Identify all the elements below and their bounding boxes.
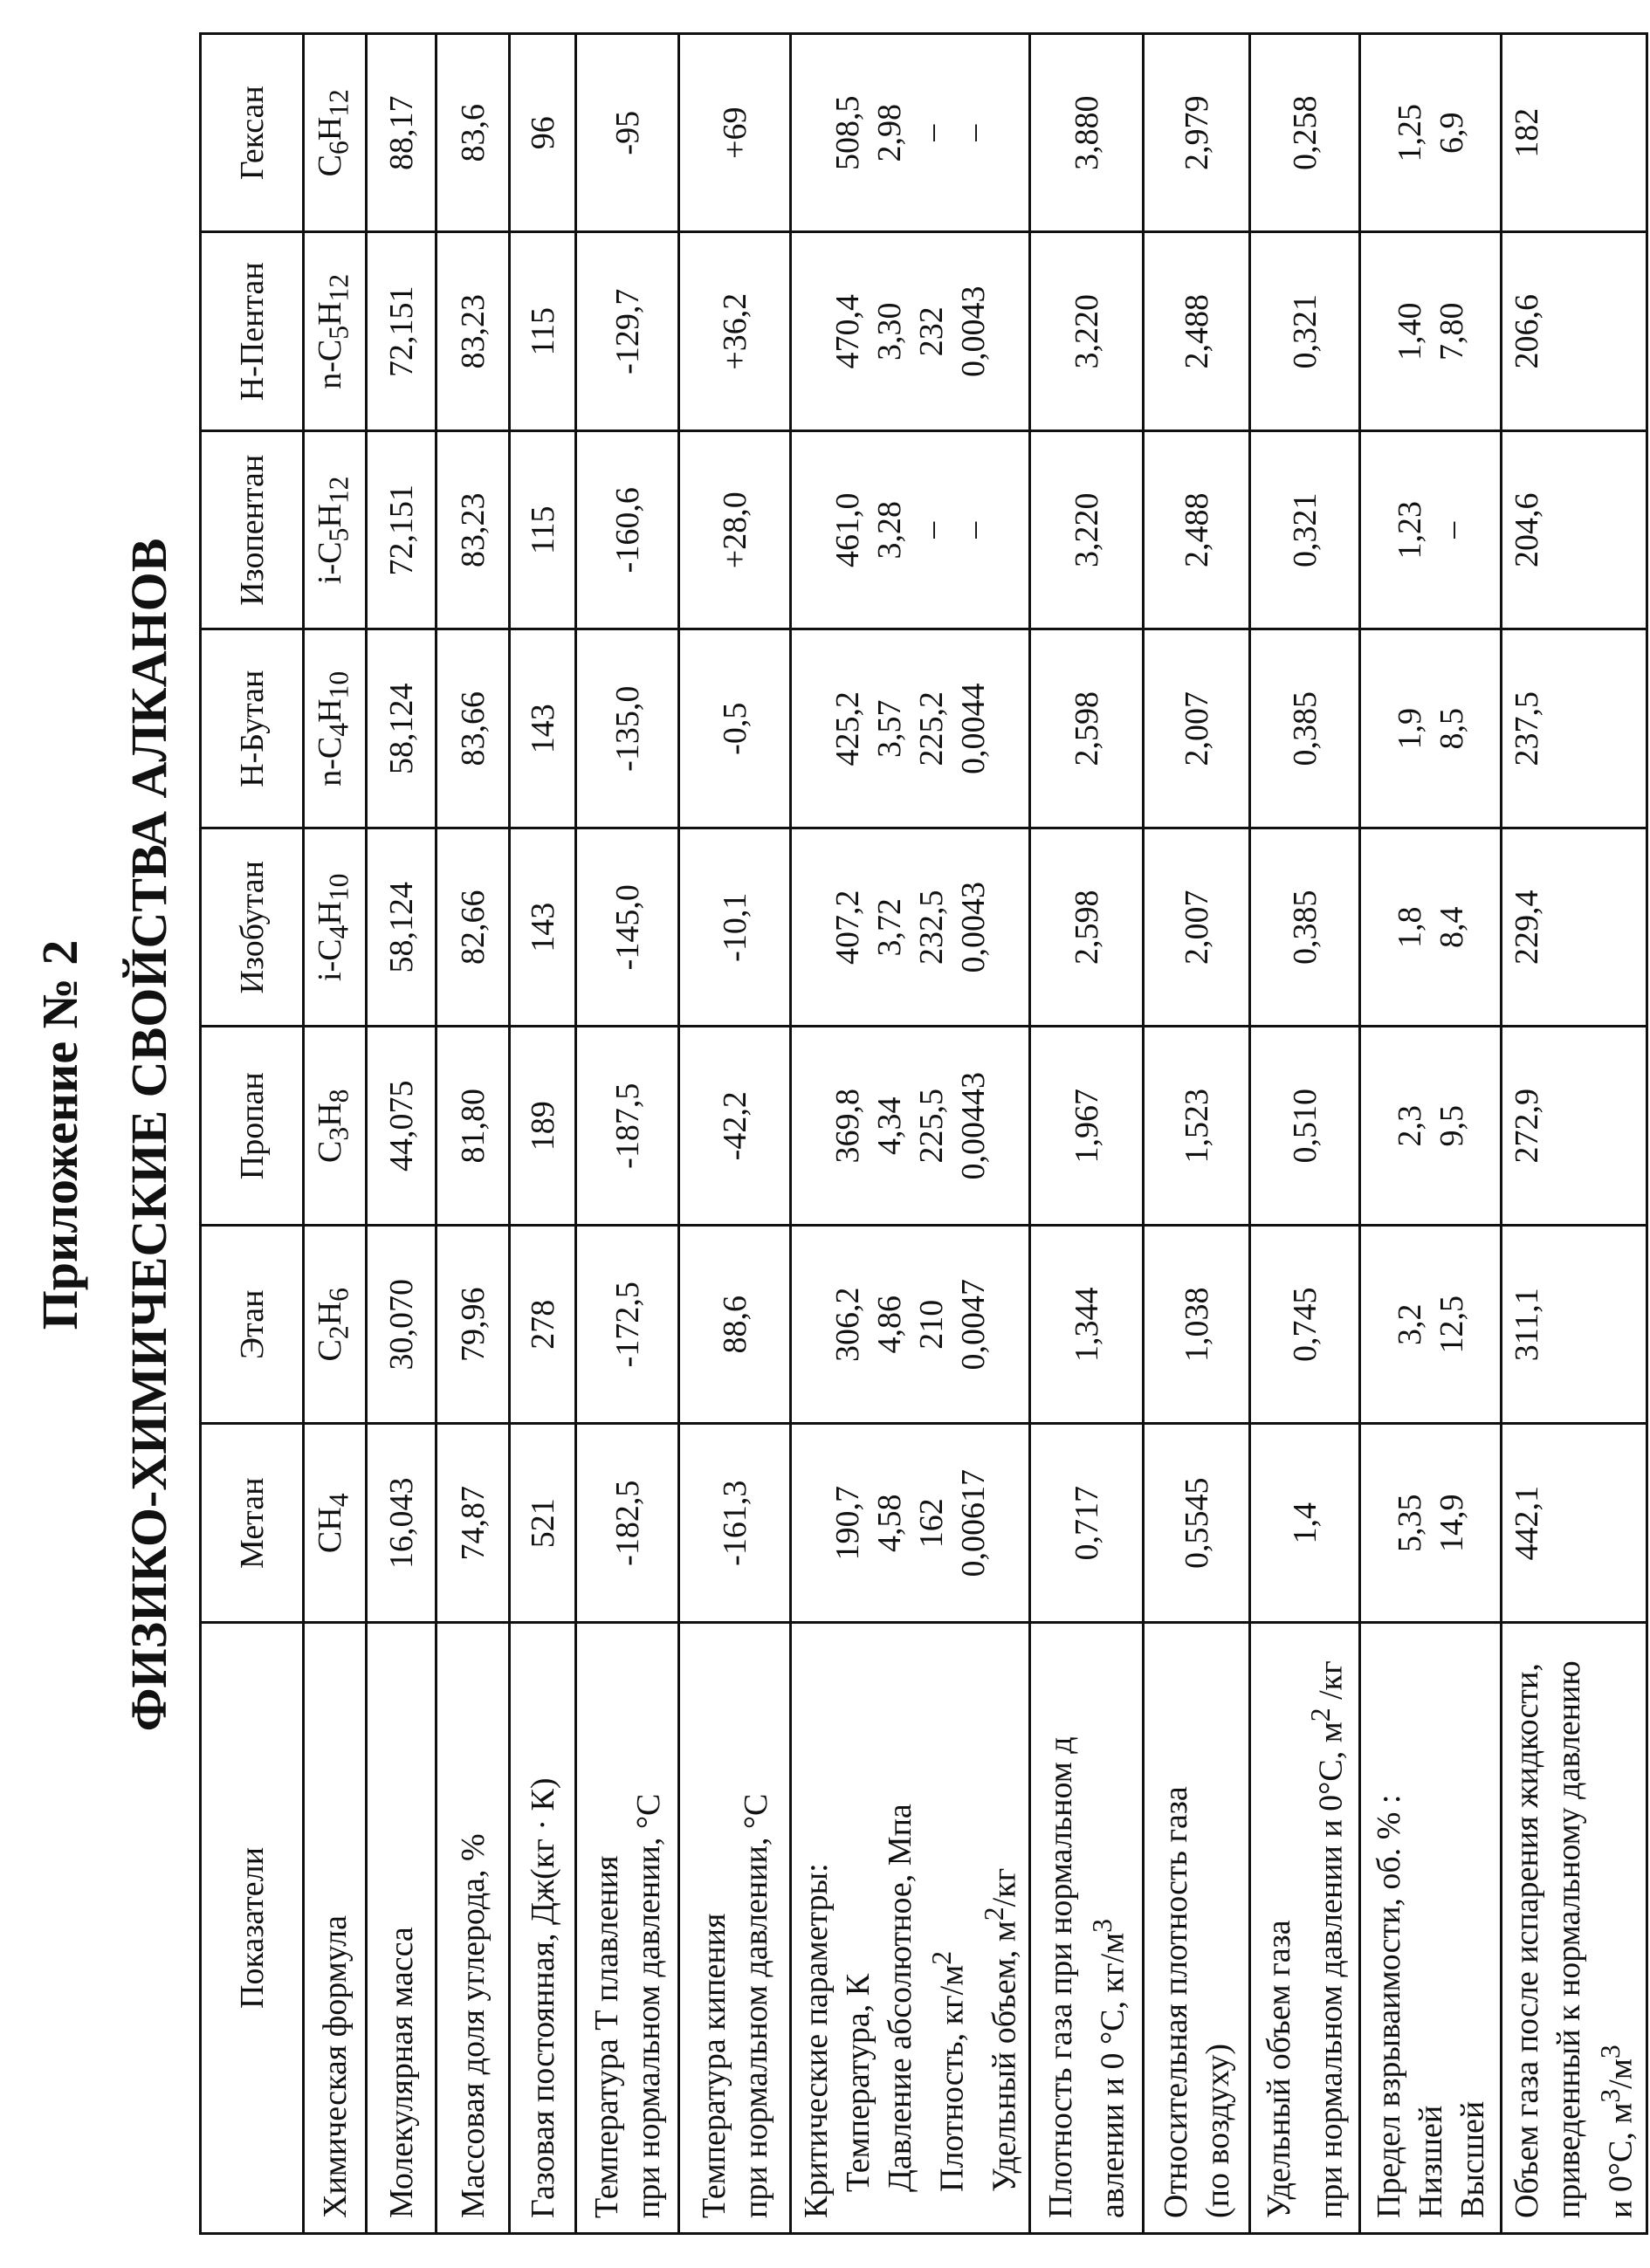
value-cell: 0,510 [1250,1027,1360,1226]
header-col-n-pentane: Н-Пентан [201,232,304,431]
value-cell: 3,880 [1030,34,1144,233]
value-cell: 83,66 [437,629,510,828]
header-label-cell: Показатели [201,1623,304,2234]
value-cell: 16,043 [367,1424,437,1623]
value-cell: 306,2 4,86 210 0,0047 [791,1226,1030,1425]
value-cell: 2,598 [1030,629,1144,828]
formula-cell: $i-C_5H_{12}$ [304,431,367,630]
formula-cell: $C_2H_6$ [304,1226,367,1425]
row-label: Объем газа после испарения жидкости, приведенный к нормальному давлению и 0°С, $м^3/м^3$ [1502,1623,1647,2234]
value-cell: 237,5 [1502,629,1647,828]
value-cell: 30,070 [367,1226,437,1425]
row-label: Относительная плотность газа (по воздуху) [1144,1623,1250,2234]
row-label-line: Температура, К [840,1973,877,2192]
header-col-propane: Пропан [201,1027,304,1226]
value-cell: 2,979 [1144,34,1250,233]
main-title: ФИЗИКО-ХИМИЧЕСКИЕ СВОЙСТВА АЛКАНОВ [120,538,177,1732]
row-label: Массовая доля углерода, % [437,1623,510,2234]
value-cell: +28,0 [679,431,791,630]
value-cell: -172,5 [576,1226,679,1425]
value-cell: 0,258 [1250,34,1360,233]
value-cell: 3,220 [1030,232,1144,431]
value-cell: 1,40 7,80 [1360,232,1502,431]
row-label: Молекулярная масса [367,1623,437,2234]
value-cell: 206,6 [1502,232,1647,431]
value-cell: 0,385 [1250,828,1360,1027]
value-cell: 278 [510,1226,576,1425]
value-cell: 74,87 [437,1424,510,1623]
value-cell: 2,598 [1030,828,1144,1027]
value-cell: 5,35 14,9 [1360,1424,1502,1623]
value-cell: 0,321 [1250,232,1360,431]
formula-cell: $n-C_4H_{10}$ [304,629,367,828]
value-cell: 88,6 [679,1226,791,1425]
header-col-methane: Метан [201,1424,304,1623]
value-cell: 0,5545 [1144,1424,1250,1623]
table-row-vapor-volume [1502,34,1647,2234]
row-label: Температура Т плавления при нормальном давлении, °С [576,1623,679,2234]
value-cell: 1,523 [1144,1027,1250,1226]
row-label: Температура кипения при нормальном давлении, °С [679,1623,791,2234]
value-cell: -145,0 [576,828,679,1027]
row-label: Удельный объем газа при нормальном давлении и 0°С, $м^2$ /кг [1250,1623,1360,2234]
value-cell: 96 [510,34,576,233]
row-label: Предел взрываимости, об. % : Низшей Высшей [1360,1623,1502,2234]
table-row-critical-parameters [791,34,1030,2234]
value-cell: 182 [1502,34,1647,233]
value-cell: 0,321 [1250,431,1360,630]
value-cell: 407,2 3,72 232,5 0,0043 [791,828,1030,1027]
table-row-specific-volume [1250,34,1360,2234]
value-cell: 1,344 [1030,1226,1144,1425]
value-cell: 521 [510,1424,576,1623]
row-label-line: Удельный объем, $м^2/кг$ [978,1867,1023,2192]
row-label: Газовая постоянная, Дж(кг · К) [510,1623,576,2234]
value-cell: -161,3 [679,1424,791,1623]
formula-cell: $n-C_5H_{12}$ [304,232,367,431]
value-cell: -160,6 [576,431,679,630]
row-label-line: Давление абсолютное, Мпа [882,1804,918,2192]
value-cell: 272,9 [1502,1027,1647,1226]
value-cell: 470,4 3,30 232 0,0043 [791,232,1030,431]
header-col-isobutane: Изобутан [201,828,304,1027]
value-cell: +69 [679,34,791,233]
row-label-line: Критические параметры: [798,1863,835,2218]
value-cell: 1,038 [1144,1226,1250,1425]
table-row-melting-point [576,34,679,2234]
table-row-explosion-limits [1360,34,1502,2234]
value-cell: 369,8 4,34 225,5 0,00443 [791,1027,1030,1226]
value-cell: 1,9 8,5 [1360,629,1502,828]
value-cell: 83,6 [437,34,510,233]
value-cell: 229,4 [1502,828,1647,1027]
row-label [791,1623,1030,2234]
value-cell: -182,5 [576,1424,679,1623]
formula-cell: $CH_4$ [304,1424,367,1623]
rotated-sheet [24,35,1640,2235]
value-cell: -0,5 [679,629,791,828]
value-cell: 72,151 [367,431,437,630]
value-cell: 189 [510,1027,576,1226]
value-cell: 461,0 3,28 – – [791,431,1030,630]
table-row-gas-density [1030,34,1144,2234]
value-cell: 0,385 [1250,629,1360,828]
value-cell: 72,151 [367,232,437,431]
value-cell: 88,17 [367,34,437,233]
value-cell: -187,5 [576,1027,679,1226]
value-cell: 143 [510,828,576,1027]
value-cell: 0,717 [1030,1424,1144,1623]
row-label: Плотность газа при нормальном д авлении и 0 °С, $кг/м^3$ [1030,1623,1144,2234]
header-col-n-butane: Н-Бутан [201,629,304,828]
value-cell: 79,96 [437,1226,510,1425]
value-cell: 2,488 [1144,431,1250,630]
formula-cell: $i-C_4H_{10}$ [304,828,367,1027]
value-cell: -10,1 [679,828,791,1027]
value-cell: 115 [510,431,576,630]
value-cell: 81,80 [437,1027,510,1226]
value-cell: +36,2 [679,232,791,431]
row-label-line: Плотность, $кг/м^2$ [926,1950,971,2192]
value-cell: -42,2 [679,1027,791,1226]
value-cell: 2,007 [1144,629,1250,828]
value-cell: 204,6 [1502,431,1647,630]
value-cell: -129,7 [576,232,679,431]
row-label: Химическая формула [304,1623,367,2234]
header-col-hexane: Гексан [201,34,304,233]
value-cell: 44,075 [367,1027,437,1226]
value-cell: 1,23 – [1360,431,1502,630]
appendix-title: Приложение № 2 [31,939,88,1330]
table-row-formula [304,34,367,2234]
value-cell: 425,2 3,57 225,2 0,0044 [791,629,1030,828]
value-cell: 115 [510,232,576,431]
value-cell: 58,124 [367,629,437,828]
value-cell: 311,1 [1502,1226,1647,1425]
formula-cell: $C_6H_{12}$ [304,34,367,233]
value-cell: 3,220 [1030,431,1144,630]
header-col-isopentane: Изопентан [201,431,304,630]
value-cell: 83,23 [437,232,510,431]
value-cell: 2,488 [1144,232,1250,431]
value-cell: 2,3 9,5 [1360,1027,1502,1226]
value-cell: -135,0 [576,629,679,828]
value-cell: 1,25 6,9 [1360,34,1502,233]
value-cell: 83,23 [437,431,510,630]
table-row-boiling-point [679,34,791,2234]
value-cell: 58,124 [367,828,437,1027]
table-row-molar-mass [367,34,437,2234]
value-cell: -95 [576,34,679,233]
value-cell: 442,1 [1502,1424,1647,1623]
value-cell: 143 [510,629,576,828]
value-cell: 3,2 12,5 [1360,1226,1502,1425]
value-cell: 1,967 [1030,1027,1144,1226]
formula-cell: $C_3H_8$ [304,1027,367,1226]
value-cell: 0,745 [1250,1226,1360,1425]
value-cell: 1,4 [1250,1424,1360,1623]
header-col-ethane: Этан [201,1226,304,1425]
header-row [201,34,304,2234]
properties-table [199,32,1648,2235]
value-cell: 2,007 [1144,828,1250,1027]
table-row-gas-constant [510,34,576,2234]
value-cell: 508,5 2,98 – – [791,34,1030,233]
table-row-relative-density [1144,34,1250,2234]
value-cell: 1,8 8,4 [1360,828,1502,1027]
table-row-carbon-fraction [437,34,510,2234]
value-cell: 82,66 [437,828,510,1027]
value-cell: 190,7 4,58 162 0,00617 [791,1424,1030,1623]
